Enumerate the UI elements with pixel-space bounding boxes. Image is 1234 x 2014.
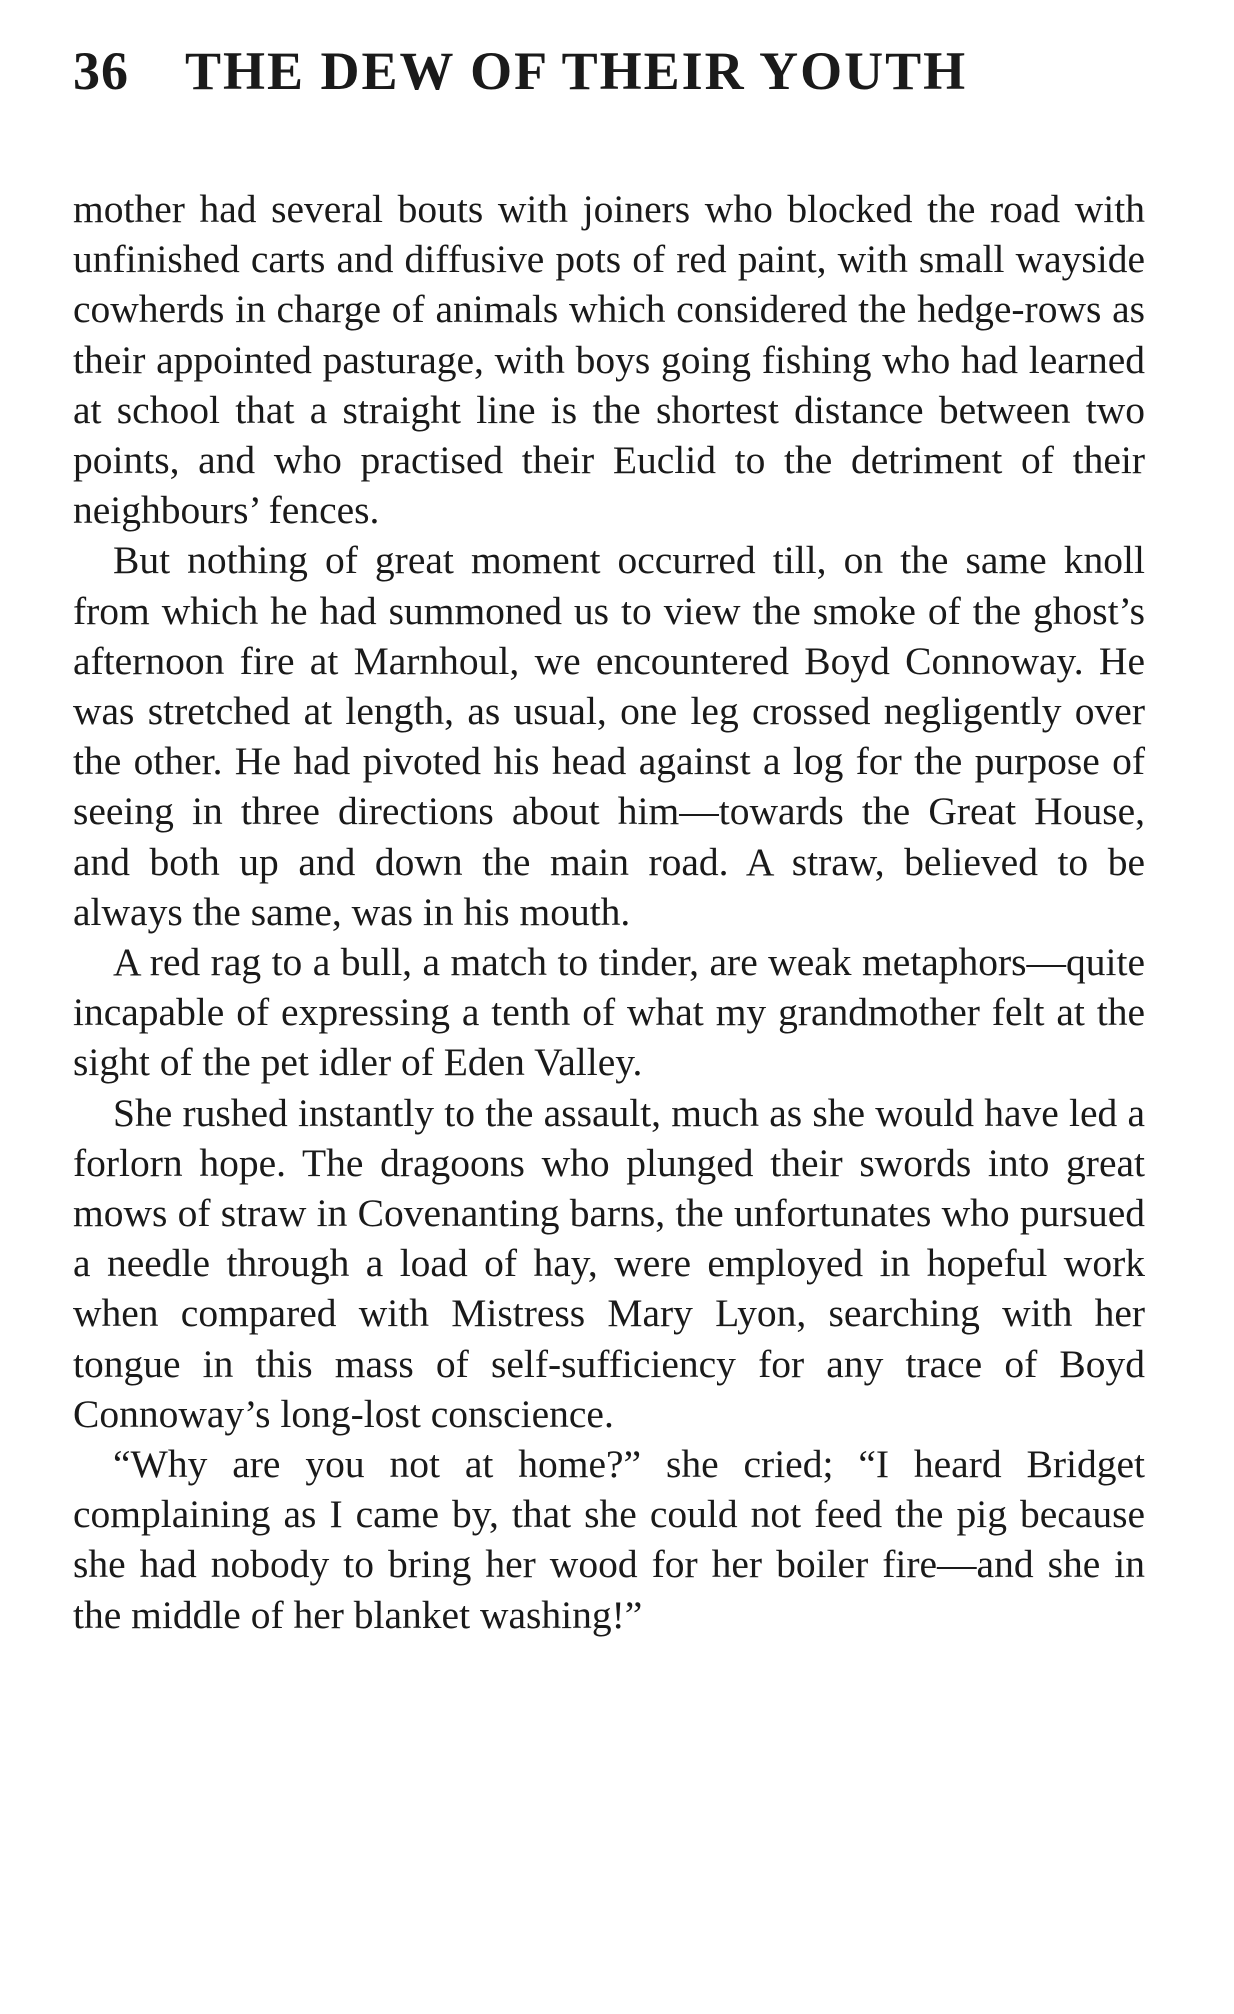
paragraph: mother had several bouts with joiners who blocked the road with unfinished carts and diffusive pots of red paint, with small wayside cowherds in charge of animals which considered the hedge-rows as their appointed pasturage, with boys going fishing who had learned at school that a straight line is the shortest distance between two points, and who practised their Euclid to the detriment of their neighbours’ fences. <box>73 187 1145 533</box>
book-page <box>73 40 1145 1640</box>
paragraph: “Why are you not at home?” she cried; “I heard Bridget complaining as I came by, that she could not feed the pig because she had nobody to bring her wood for her boiler fire—and she in the middle of her blanket washing!” <box>73 1442 1145 1637</box>
page-number: 36 <box>73 41 129 101</box>
body-text <box>73 184 1145 1640</box>
paragraph: A red rag to a bull, a match to tinder, are weak metaphors—quite incapable of expressing a tenth of what my grandmother felt at the sight of the pet idler of Eden Valley. <box>73 940 1145 1085</box>
paragraph: She rushed instantly to the assault, much as she would have led a forlorn hope. The dragoons who plunged their swords into great mows of straw in Covenanting barns, the unfortunates who pursued a needle through a load of hay, were employed in hopeful work when compared with Mistress Mary Lyon, searching with her tongue in this mass of self-sufficiency for any trace of Boyd Connoway’s long-lost conscience. <box>73 1090 1145 1436</box>
running-title: THE DEW OF THEIR YOUTH <box>185 41 968 101</box>
running-header <box>73 40 1145 120</box>
paragraph: But nothing of great moment occurred till, on the same knoll from which he had summoned us to view the smoke of the ghost’s afternoon fire at Marnhoul, we encountered Boyd Connoway. He was stretched at length, as usual, one leg crossed negligently over the other. He had pivoted his head against a log for the purpose of seeing in three directions about him—towards the Great House, and both up and down the main road. A straw, believed to be always the same, was in his mouth. <box>73 538 1145 934</box>
